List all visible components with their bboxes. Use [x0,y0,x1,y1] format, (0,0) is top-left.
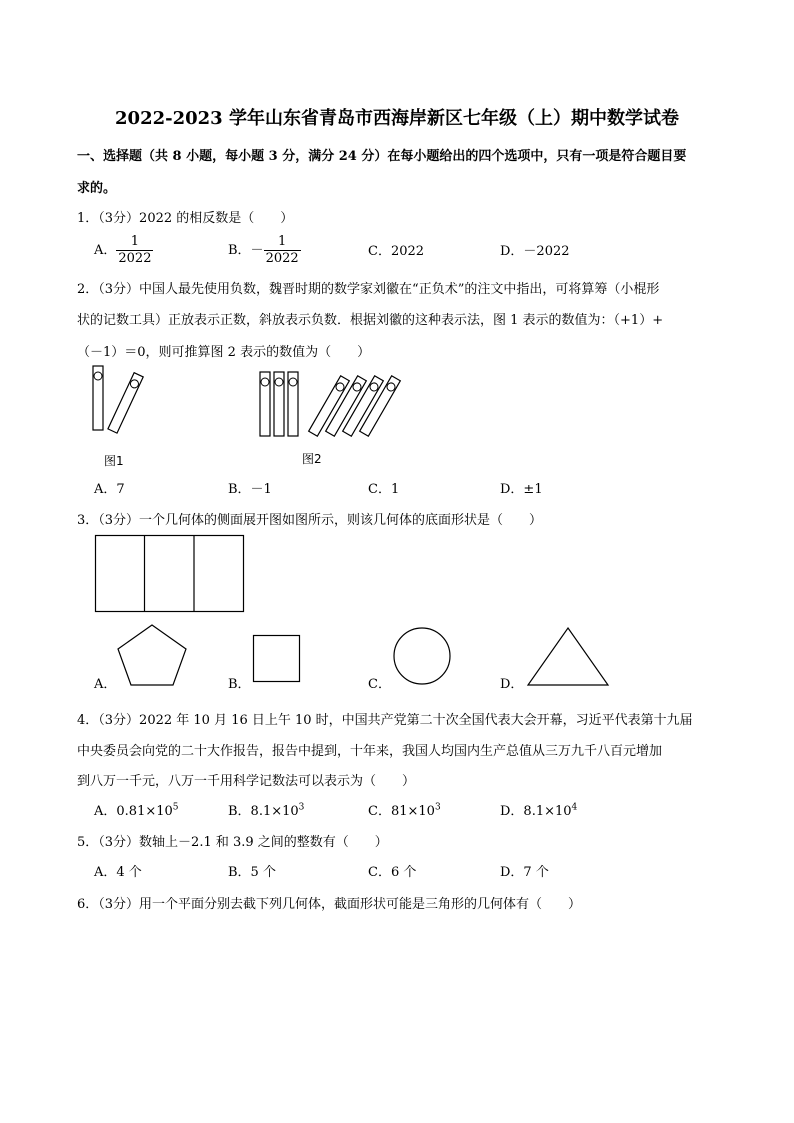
question-3-option-a: A． [94,677,117,692]
fraction [264,234,301,267]
option-a-base: A．0.81×10 [94,804,173,819]
figure-1-counting-rods [88,364,158,434]
figure-2-counting-rods [255,364,405,444]
fraction-denominator: 2022 [265,251,299,266]
question-4-option-d [500,800,577,819]
option-d-exponent: 4 [571,802,578,813]
section-instructions-line1: 一、选择题（共 8 小题，每小题 3 分，满分 24 分）在每小题给出的四个选项中，只有一项是符合题目要 [77,149,687,164]
option-d-base: D．8.1×10 [500,804,572,819]
option-a-exponent: 5 [172,802,179,813]
question-2-line1: 2．（3分）中国人最先使用负数，魏晋时期的数学家刘徽在“正负术”的注文中指出，可将算筹（小棍形 [77,282,660,297]
figure-1-label: 图1 [104,454,124,468]
question-1-option-b [228,234,301,267]
fraction [116,234,153,267]
page-title: 2022-2023 学年山东省青岛市西海岸新区七年级（上）期中数学试卷 [115,108,679,129]
question-1-option-a [94,234,153,267]
option-a-label: A． [94,243,117,258]
question-2-line3: （－1）＝0，则可推算图 2 表示的数值为（ ） [77,345,371,360]
section-instructions-line2: 求的。 [77,181,117,196]
question-5-option-d: D．7 个 [500,865,549,880]
option-b-base: B．8.1×10 [228,804,299,819]
pentagon-icon [116,623,188,687]
question-1-option-d: D．－2022 [500,244,570,259]
question-2-option-a: A．7 [94,482,125,497]
question-2-option-c: C．1 [368,482,400,497]
fraction-numerator: 1 [116,234,153,251]
square-icon [253,635,301,683]
question-4-option-a [94,800,179,819]
question-4-line3: 到八万一千元，八万一千用科学记数法可以表示为（ ） [77,774,416,789]
option-b-label: B．－ [228,243,264,258]
question-5-option-c: C．6 个 [368,865,417,880]
question-6-stem: 6．（3分）用一个平面分别去截下列几何体，截面形状可能是三角形的几何体有（ ） [77,897,582,912]
question-4-option-b [228,800,304,819]
triangle-icon [527,627,609,687]
fraction-denominator: 2022 [118,251,152,266]
question-1-stem: 1．（3分）2022 的相反数是（ ） [77,211,294,226]
question-4-line2: 中央委员会向党的二十大作报告，报告中提到，十年来，我国人均国内生产总值从三万九千八百元增加 [77,744,663,759]
question-4-line1: 4．（3分）2022 年 10 月 16 日上午 10 时，中国共产党第二十次全国代表大会开幕，习近平代表第十九届 [77,713,693,728]
figure-2-label: 图2 [302,452,322,466]
question-5-option-b: B．5 个 [228,865,276,880]
lateral-development-figure [95,535,245,613]
option-b-exponent: 3 [298,802,305,813]
question-2-option-d: D．±1 [500,482,543,497]
question-3-option-c: C． [368,677,391,692]
question-2-option-b: B．－1 [228,482,272,497]
question-4-option-c [368,800,441,819]
fraction-numerator: 1 [264,234,301,251]
question-3-option-b: B． [228,677,251,692]
question-5-stem: 5．（3分）数轴上－2.1 和 3.9 之间的整数有（ ） [77,835,388,850]
question-2-line2: 状的记数工具）正放表示正数，斜放表示负数．根据刘徽的这种表示法，图 1 表示的数值为：（+1）+ [77,313,664,328]
circle-icon [392,626,452,686]
question-3-stem: 3．（3分）一个几何体的侧面展开图如图所示，则该几何体的底面形状是（ ） [77,513,543,528]
question-3-option-d: D． [500,677,524,692]
question-5-option-a: A．4 个 [94,865,142,880]
option-c-exponent: 3 [434,802,441,813]
question-1-option-c: C．2022 [368,244,425,259]
option-c-base: C．81×10 [368,804,435,819]
